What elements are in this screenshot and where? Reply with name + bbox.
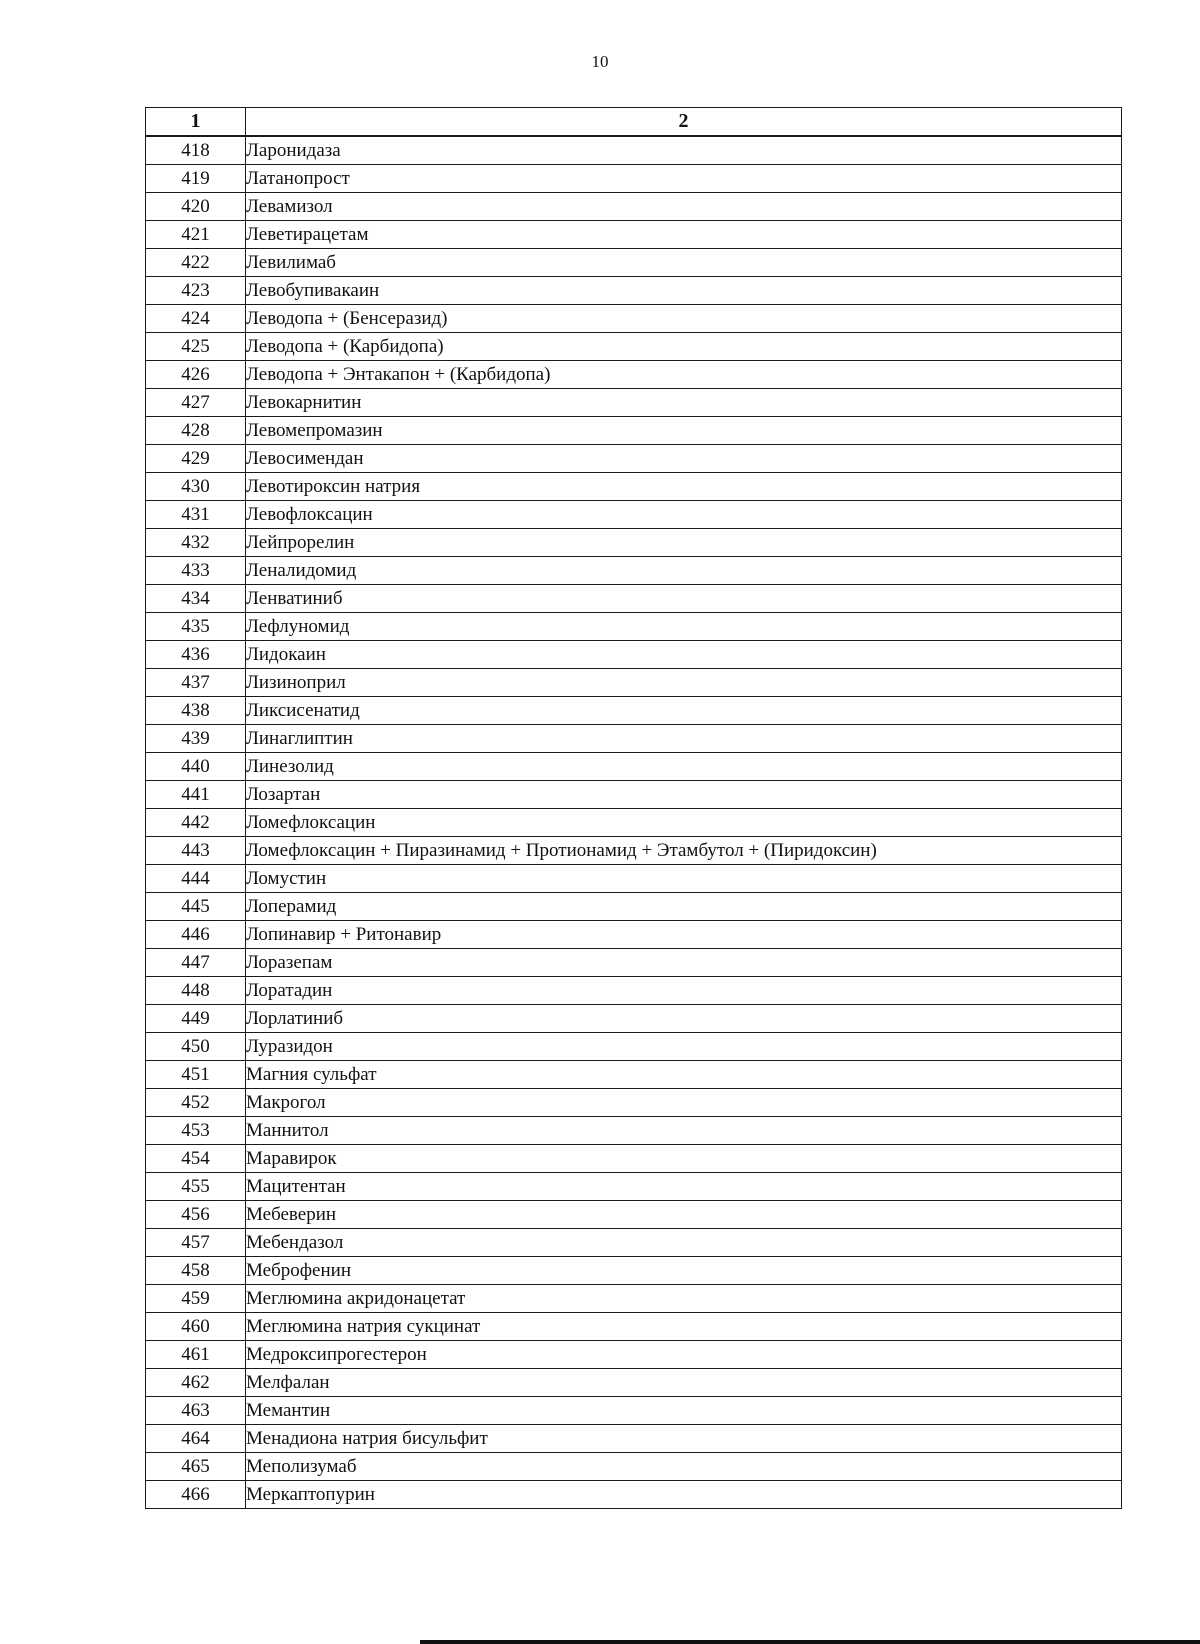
drug-name: Ларонидаза xyxy=(246,136,1122,165)
row-number: 432 xyxy=(146,529,246,557)
row-number: 435 xyxy=(146,613,246,641)
table-row xyxy=(146,893,1122,921)
table-row xyxy=(146,837,1122,865)
table-row xyxy=(146,136,1122,165)
table-row xyxy=(146,1061,1122,1089)
row-number: 438 xyxy=(146,697,246,725)
row-number: 420 xyxy=(146,193,246,221)
drug-name: Лидокаин xyxy=(246,641,1122,669)
drug-name: Мебеверин xyxy=(246,1201,1122,1229)
page-number: 10 xyxy=(591,52,609,71)
drug-name: Линезолид xyxy=(246,753,1122,781)
drug-name: Меглюмина натрия сукцинат xyxy=(246,1313,1122,1341)
drug-name: Меглюмина акридонацетат xyxy=(246,1285,1122,1313)
row-number: 447 xyxy=(146,949,246,977)
drug-name: Левотироксин натрия xyxy=(246,473,1122,501)
drug-name: Левамизол xyxy=(246,193,1122,221)
row-number: 434 xyxy=(146,585,246,613)
table-row xyxy=(146,1397,1122,1425)
drug-name: Лоперамид xyxy=(246,893,1122,921)
table-row xyxy=(146,529,1122,557)
row-number: 437 xyxy=(146,669,246,697)
drug-name: Мемантин xyxy=(246,1397,1122,1425)
drug-name: Латанопрост xyxy=(246,165,1122,193)
table-row xyxy=(146,1425,1122,1453)
row-number: 445 xyxy=(146,893,246,921)
table-row xyxy=(146,753,1122,781)
drug-name: Меброфенин xyxy=(246,1257,1122,1285)
drug-name: Лозартан xyxy=(246,781,1122,809)
row-number: 419 xyxy=(146,165,246,193)
drug-name: Мелфалан xyxy=(246,1369,1122,1397)
drug-name: Леналидомид xyxy=(246,557,1122,585)
drug-name: Леветирацетам xyxy=(246,221,1122,249)
row-number: 439 xyxy=(146,725,246,753)
table-row xyxy=(146,1453,1122,1481)
table-row xyxy=(146,1005,1122,1033)
column-header-number: 1 xyxy=(146,108,246,137)
row-number: 418 xyxy=(146,136,246,165)
drug-name: Меркаптопурин xyxy=(246,1481,1122,1509)
table-body xyxy=(146,136,1122,1509)
table-row xyxy=(146,1341,1122,1369)
drug-name: Ломефлоксацин xyxy=(246,809,1122,837)
table-row xyxy=(146,921,1122,949)
table-row xyxy=(146,305,1122,333)
drug-name: Ликсисенатид xyxy=(246,697,1122,725)
drug-name: Левобупивакаин xyxy=(246,277,1122,305)
table-row xyxy=(146,1313,1122,1341)
row-number: 465 xyxy=(146,1453,246,1481)
drug-name: Лизиноприл xyxy=(246,669,1122,697)
row-number: 454 xyxy=(146,1145,246,1173)
row-number: 422 xyxy=(146,249,246,277)
drug-name: Левофлоксацин xyxy=(246,501,1122,529)
table-row xyxy=(146,389,1122,417)
table-row xyxy=(146,445,1122,473)
row-number: 460 xyxy=(146,1313,246,1341)
row-number: 457 xyxy=(146,1229,246,1257)
row-number: 444 xyxy=(146,865,246,893)
table-row xyxy=(146,977,1122,1005)
drug-name: Ломустин xyxy=(246,865,1122,893)
table-row xyxy=(146,501,1122,529)
row-number: 451 xyxy=(146,1061,246,1089)
row-number: 427 xyxy=(146,389,246,417)
table-row xyxy=(146,1229,1122,1257)
table-row xyxy=(146,1089,1122,1117)
drug-name: Маннитол xyxy=(246,1117,1122,1145)
row-number: 443 xyxy=(146,837,246,865)
row-number: 463 xyxy=(146,1397,246,1425)
table-header-row xyxy=(146,108,1122,137)
table-row xyxy=(146,1201,1122,1229)
drug-name: Левилимаб xyxy=(246,249,1122,277)
table-row xyxy=(146,949,1122,977)
drug-name: Луразидон xyxy=(246,1033,1122,1061)
table-row xyxy=(146,725,1122,753)
scan-edge-rule xyxy=(420,1640,1200,1644)
table-row xyxy=(146,1369,1122,1397)
table-row xyxy=(146,669,1122,697)
drug-name: Менадиона натрия бисульфит xyxy=(246,1425,1122,1453)
table-row xyxy=(146,193,1122,221)
row-number: 458 xyxy=(146,1257,246,1285)
table-row xyxy=(146,781,1122,809)
row-number: 423 xyxy=(146,277,246,305)
row-number: 461 xyxy=(146,1341,246,1369)
table-row xyxy=(146,809,1122,837)
row-number: 462 xyxy=(146,1369,246,1397)
row-number: 436 xyxy=(146,641,246,669)
drug-name: Лейпрорелин xyxy=(246,529,1122,557)
drug-name: Меполизумаб xyxy=(246,1453,1122,1481)
row-number: 429 xyxy=(146,445,246,473)
drug-name: Магния сульфат xyxy=(246,1061,1122,1089)
row-number: 448 xyxy=(146,977,246,1005)
table-row xyxy=(146,1285,1122,1313)
drug-name: Левомепромазин xyxy=(246,417,1122,445)
drug-name: Мебендазол xyxy=(246,1229,1122,1257)
table-row xyxy=(146,865,1122,893)
table-row xyxy=(146,1481,1122,1509)
drug-name: Макрогол xyxy=(246,1089,1122,1117)
table-row xyxy=(146,249,1122,277)
drug-name: Мацитентан xyxy=(246,1173,1122,1201)
table-row xyxy=(146,613,1122,641)
row-number: 456 xyxy=(146,1201,246,1229)
table-row xyxy=(146,1257,1122,1285)
table-row xyxy=(146,641,1122,669)
drug-name: Линаглиптин xyxy=(246,725,1122,753)
table-row xyxy=(146,1033,1122,1061)
table-row xyxy=(146,165,1122,193)
row-number: 446 xyxy=(146,921,246,949)
row-number: 425 xyxy=(146,333,246,361)
row-number: 453 xyxy=(146,1117,246,1145)
drug-name: Маравирок xyxy=(246,1145,1122,1173)
row-number: 455 xyxy=(146,1173,246,1201)
row-number: 426 xyxy=(146,361,246,389)
drug-name: Лефлуномид xyxy=(246,613,1122,641)
drug-name: Лоразепам xyxy=(246,949,1122,977)
column-header-name: 2 xyxy=(246,108,1122,137)
drug-name: Ломефлоксацин + Пиразинамид + Протионамид + Этамбутол + (Пиридоксин) xyxy=(246,837,1122,865)
drug-name: Лоратадин xyxy=(246,977,1122,1005)
row-number: 428 xyxy=(146,417,246,445)
row-number: 424 xyxy=(146,305,246,333)
table-row xyxy=(146,473,1122,501)
table-row xyxy=(146,1117,1122,1145)
row-number: 452 xyxy=(146,1089,246,1117)
drug-name: Лорлатиниб xyxy=(246,1005,1122,1033)
table-row xyxy=(146,277,1122,305)
row-number: 466 xyxy=(146,1481,246,1509)
row-number: 430 xyxy=(146,473,246,501)
table-row xyxy=(146,697,1122,725)
row-number: 450 xyxy=(146,1033,246,1061)
drug-name: Леводопа + (Бенсеразид) xyxy=(246,305,1122,333)
table-row xyxy=(146,585,1122,613)
row-number: 464 xyxy=(146,1425,246,1453)
drug-name: Ленватиниб xyxy=(246,585,1122,613)
drug-name: Леводопа + Энтакапон + (Карбидопа) xyxy=(246,361,1122,389)
drug-name: Леводопа + (Карбидопа) xyxy=(246,333,1122,361)
row-number: 442 xyxy=(146,809,246,837)
row-number: 440 xyxy=(146,753,246,781)
drug-name: Левосимендан xyxy=(246,445,1122,473)
table-row xyxy=(146,1173,1122,1201)
table-row xyxy=(146,1145,1122,1173)
table-row xyxy=(146,557,1122,585)
drug-table xyxy=(145,107,1122,1509)
row-number: 441 xyxy=(146,781,246,809)
row-number: 431 xyxy=(146,501,246,529)
drug-name: Медроксипрогестерон xyxy=(246,1341,1122,1369)
row-number: 449 xyxy=(146,1005,246,1033)
row-number: 421 xyxy=(146,221,246,249)
table-row xyxy=(146,417,1122,445)
table-row xyxy=(146,361,1122,389)
drug-name: Лопинавир + Ритонавир xyxy=(246,921,1122,949)
row-number: 459 xyxy=(146,1285,246,1313)
table-row xyxy=(146,221,1122,249)
row-number: 433 xyxy=(146,557,246,585)
drug-name: Левокарнитин xyxy=(246,389,1122,417)
table-row xyxy=(146,333,1122,361)
